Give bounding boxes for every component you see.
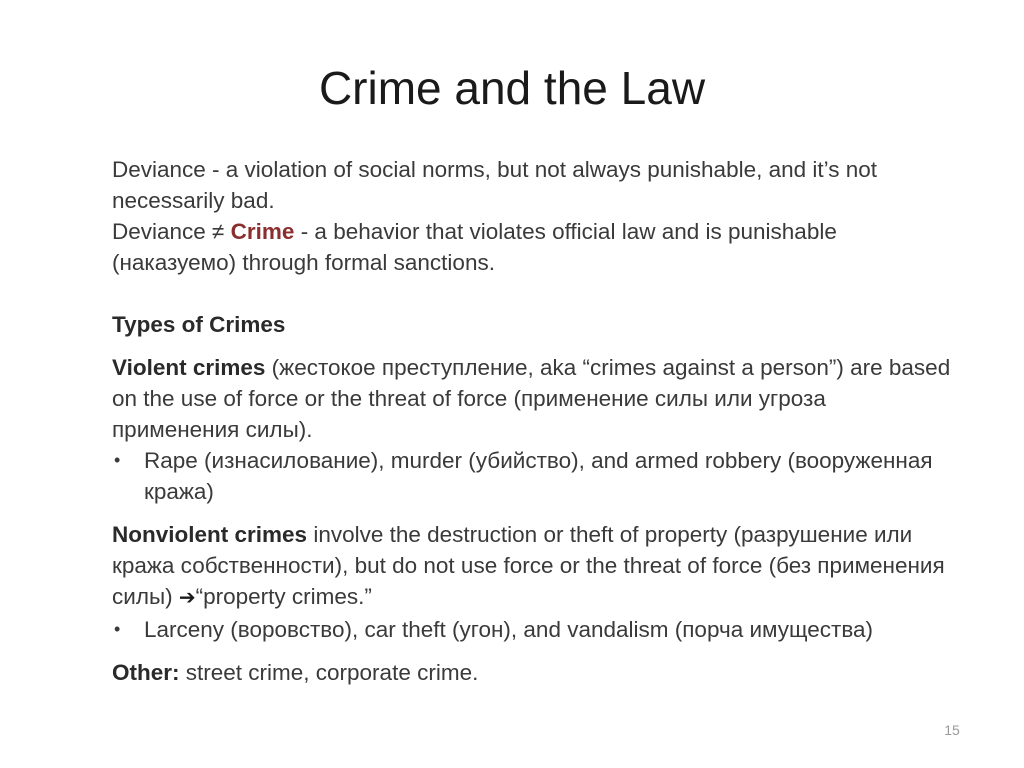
spacer	[112, 507, 952, 519]
nonviolent-crimes-bullet	[112, 614, 952, 645]
slide-title: Crime and the Law	[318, 62, 706, 114]
types-heading: Types of Crimes	[112, 312, 286, 337]
spacer	[112, 278, 952, 309]
violent-crimes-bullet	[112, 445, 952, 507]
violent-crimes-examples: Rape (изнасилование), murder (убийство), and armed robbery (вооруженная кража)	[144, 448, 933, 504]
spacer	[112, 645, 952, 657]
deviance-prefix: Deviance ≠	[112, 219, 231, 244]
nonviolent-crimes-text: involve the destruction or theft of property (разрушение или кража собственности), but do not use force or the threat of force (без применения силы)	[112, 522, 945, 609]
crime-definition	[112, 216, 952, 278]
other-crimes-paragraph	[112, 657, 952, 688]
right-arrow-icon: ➔	[178, 587, 196, 609]
violent-crimes-term: Violent crimes	[112, 355, 266, 380]
other-crimes-text: street crime, corporate crime.	[179, 660, 479, 685]
page-number: 15	[944, 722, 960, 738]
bullet-dot-icon: •	[114, 619, 121, 639]
violent-crimes-text: (жестокое преступление, aka “crimes against a person”) are based on the use of force or the threat of force (применение силы или угроза применения силы).	[112, 355, 951, 442]
violent-crimes-paragraph	[112, 352, 952, 445]
property-crimes-label: “property crimes.”	[195, 584, 372, 609]
crime-term: Crime	[230, 219, 295, 244]
spacer	[112, 340, 952, 352]
crime-definition-text: - a behavior that violates official law and is punishable (наказуемо) through formal sanctions.	[112, 219, 837, 275]
slide-body	[112, 154, 952, 688]
bullet-dot-icon: •	[114, 450, 121, 470]
other-crimes-term: Other:	[112, 660, 180, 685]
nonviolent-crimes-examples: Larceny (воровство), car theft (угон), and vandalism (порча имущества)	[144, 617, 874, 642]
deviance-definition: Deviance - a violation of social norms, but not always punishable, and it’s not necessarily bad.	[112, 157, 878, 213]
nonviolent-crimes-term: Nonviolent crimes	[112, 522, 308, 547]
nonviolent-crimes-paragraph	[112, 519, 952, 614]
